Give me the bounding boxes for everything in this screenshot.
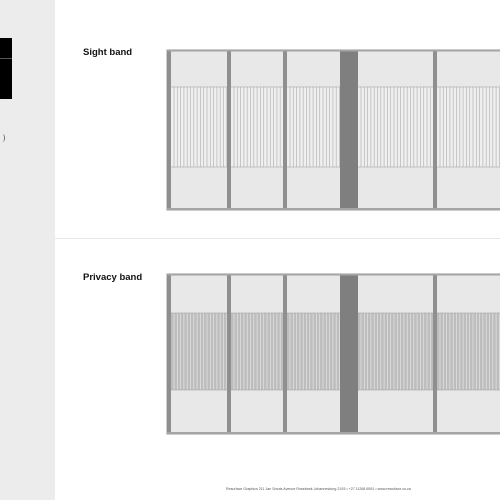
- panel-privacy-frame-left: [167, 274, 171, 434]
- panel-privacy-bottom-rail: [167, 432, 500, 434]
- panel-sight-mullion-0: [227, 50, 231, 210]
- panel-sight-band-lite-0: [171, 87, 227, 167]
- panel-privacy-band-lite-2: [287, 313, 340, 390]
- panel-sight-band-lite-2: [287, 87, 340, 167]
- panel-privacy-band-lite-3: [358, 313, 433, 390]
- panel-sight-frame-left: [167, 50, 171, 210]
- footer-contact: Resurface Graphics 211 Jan Smuts Avenue Rosebank Johannesburg 2193 • +27 11268 6591 • www.resurface.co.za: [226, 487, 411, 491]
- panel-privacy-solid-column: [340, 274, 358, 434]
- panel-sight-bottom-rail: [167, 208, 500, 210]
- panel-privacy-top-rail: [167, 274, 500, 276]
- section-title-privacy: Privacy band: [83, 272, 143, 283]
- panel-privacy-band-lite-0: [171, 313, 227, 390]
- panel-sight-band-lite-3: [358, 87, 433, 167]
- section-title-sight: Sight band: [83, 47, 133, 58]
- panel-privacy-mullion-1: [283, 274, 287, 434]
- panel-privacy-mullion-0: [227, 274, 231, 434]
- panel-sight-top-rail: [167, 50, 500, 52]
- panel-sight-solid-column: [340, 50, 358, 210]
- panel-privacy-mullion-2: [433, 274, 437, 434]
- panel-sight-mullion-2: [433, 50, 437, 210]
- panel-sight-mullion-1: [283, 50, 287, 210]
